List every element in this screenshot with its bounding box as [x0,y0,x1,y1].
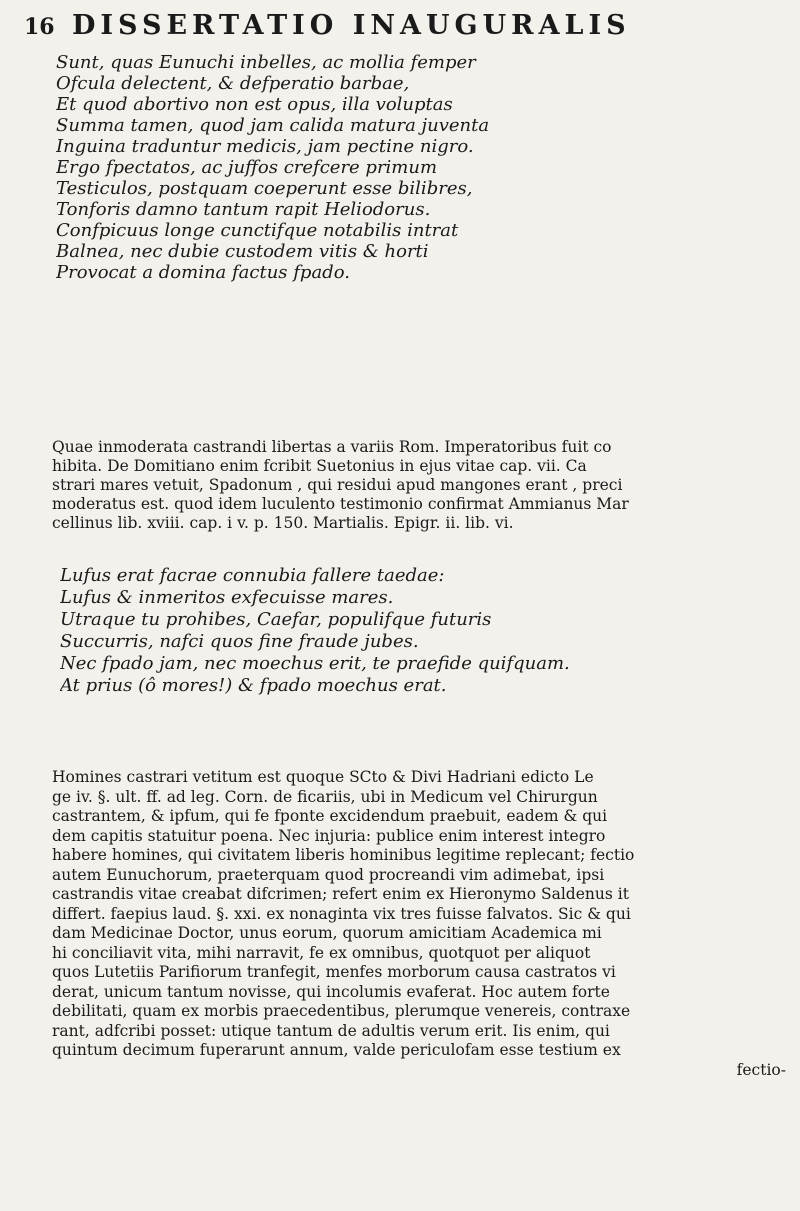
verse-quotation-martial [60,565,780,697]
verse-line: Testiculos, postquam coeperunt esse bilibres, [56,178,473,199]
text-line: moderatus est. quod idem luculento testimonio confirmat Ammianus Mar [52,495,629,513]
text-line: dem capitis statuitur poena. Nec injuria: publice enim interest integro [52,826,606,845]
verse-line: Ofcula delectent, & defperatio barbae, [56,73,410,94]
verse-line: Lufus & inmeritos exfecuisse mares. [60,587,394,608]
text-line: Quae inmoderata castrandi libertas a variis Rom. Imperatoribus fuit co [52,438,612,456]
text-line: Homines castrari vetitum est quoque SCto & Divi Hadriani edicto Le [52,768,594,786]
text-line: quintum decimum fuperarunt annum, valde periculofam esse testium ex [52,1041,621,1059]
text-line: cellinus lib. xviii. cap. i v. p. 150. Martialis. Epigr. ii. lib. vi. [52,514,514,532]
verse-line: Ergo fpectatos, ac juffos crefcere primum [56,157,438,178]
text-line: ge iv. §. ult. ff. ad leg. Corn. de ficariis, ubi in Medicum vel Chirurgun [52,787,598,806]
verse-line: Tonforis damno tantum rapit Heliodorus. [56,199,431,220]
verse-line: Summa tamen, quod jam calida matura juventa [56,115,490,136]
text-line: quos Lutetiis Parifiorum tranfegit, menfes morborum causa castratos vi [52,963,616,981]
text-line: rant, adfcribi posset: utique tantum de adultis verum erit. Iis enim, qui [52,1021,610,1040]
verse-line: Confpicuus longe cunctifque notabilis intrat [56,220,459,241]
page-number: 16 [24,14,55,40]
text-line: strari mares vetuit, Spadonum , qui residui apud mangones erant , preci [52,476,623,494]
text-line: castrantem, & ipfum, qui fe fponte excidendum praebuit, eadem & qui [52,807,608,825]
catchword: fectio- [736,1060,786,1079]
paragraph-hadrian-edict [52,768,796,1080]
verse-quotation-juvenal [56,52,780,283]
page-header [24,10,792,41]
verse-line: Inguina traduntur medicis, jam pectine nigro. [56,136,474,157]
running-title: DISSERTATIO INAUGURALIS [72,10,631,41]
verse-line: Nec fpado jam, nec moechus erit, te praefide quifquam. [60,653,570,674]
paragraph-domitian [52,438,796,533]
verse-line: Utraque tu prohibes, Caefar, populifque futuris [60,609,492,630]
text-line: hi conciliavit vita, mihi narravit, fe ex omnibus, quotquot per aliquot [52,943,591,962]
text-line: autem Eunuchorum, praeterquam quod procreandi vim adimebat, ipsi [52,865,605,884]
text-line: hibita. De Domitiano enim fcribit Suetonius in ejus vitae cap. vii. Ca [52,457,587,475]
text-line: dam Medicinae Doctor, unus eorum, quorum amicitiam Academica mi [52,924,602,942]
verse-line: Balnea, nec dubie custodem vitis & horti [56,241,429,262]
verse-line: Succurris, nafci quos fine fraude jubes. [60,631,419,652]
text-line: derat, unicum tantum novisse, qui incolumis evaferat. Hoc autem forte [52,982,610,1001]
text-line: debilitati, quam ex morbis praecedentibus, plerumque venereis, contraxe [52,1002,631,1020]
verse-line: Et quod abortivo non est opus, illa voluptas [56,94,453,115]
text-line: differt. faepius laud. §. xxi. ex nonaginta vix tres fuisse falvatos. Sic & qui [52,904,631,923]
verse-line: Provocat a domina factus fpado. [56,262,350,283]
verse-line: Lufus erat facrae connubia fallere taedae: [60,565,445,586]
verse-line: Sunt, quas Eunuchi inbelles, ac mollia femper [56,52,476,73]
text-line: castrandis vitae creabat difcrimen; refert enim ex Hieronymo Saldenus it [52,885,629,903]
text-line: habere homines, qui civitatem liberis hominibus legitime replecant; fectio [52,846,635,864]
verse-line: At prius (ô mores!) & fpado moechus erat. [60,675,447,696]
